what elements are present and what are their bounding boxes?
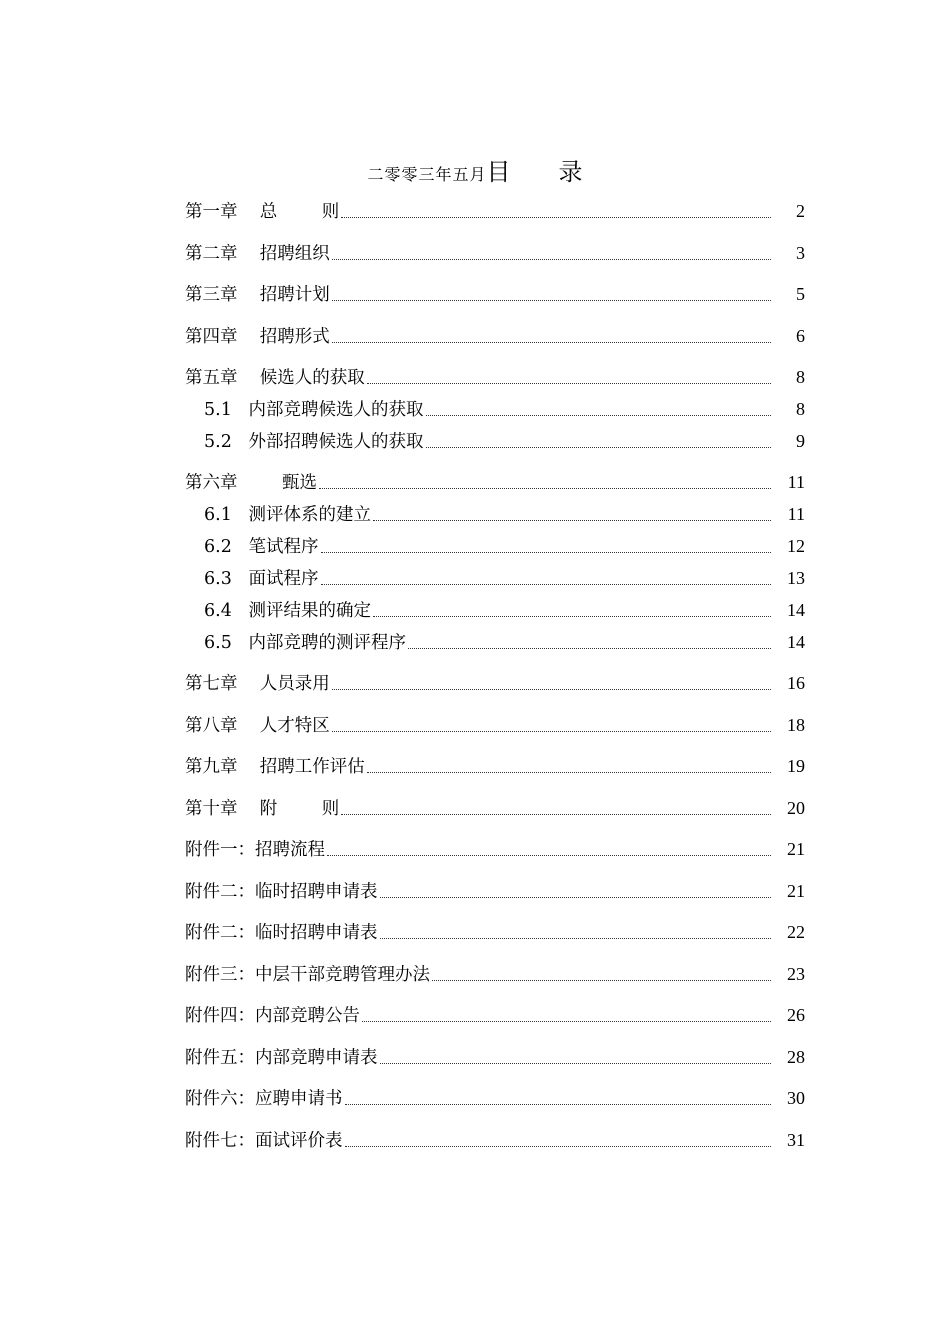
- toc-dot-leader: [321, 552, 771, 553]
- toc-entry-label: 第一章 总 则: [185, 202, 340, 222]
- toc-entry[interactable]: [185, 364, 805, 390]
- toc-dot-leader: [432, 980, 771, 981]
- toc-page-number: 21: [787, 881, 805, 901]
- toc-entry-label: 第二章 招聘组织: [185, 244, 330, 264]
- toc-dot-leader: [373, 520, 771, 521]
- toc-page-number: 3: [796, 243, 805, 263]
- toc-page-number: 18: [787, 715, 805, 735]
- toc-entry[interactable]: [185, 1085, 805, 1111]
- toc-entry-label: 附件五：内部竞聘申请表: [185, 1048, 378, 1068]
- toc-subsection-entry[interactable]: [204, 629, 805, 655]
- toc-entry-label: 附件二：临时招聘申请表: [185, 882, 378, 902]
- toc-page-number: 19: [787, 756, 805, 776]
- toc-entry-label: 附件二：临时招聘申请表: [185, 923, 378, 943]
- toc-entry-label: 附件六：应聘申请书: [185, 1089, 343, 1109]
- toc-entry-label: 附件一：招聘流程: [185, 840, 325, 860]
- toc-page-number: 16: [787, 673, 805, 693]
- toc-entry-label: 第十章 附 则: [185, 799, 340, 819]
- toc-entry-label: 6.5 内部竞聘的测评程序: [204, 633, 407, 653]
- toc-title-left: 目: [486, 158, 511, 186]
- toc-entry[interactable]: [185, 323, 805, 349]
- toc-entry[interactable]: [185, 469, 805, 495]
- toc-page-number: 23: [787, 964, 805, 984]
- toc-dot-leader: [380, 897, 772, 898]
- toc-entry-label: 5.1 内部竞聘候选人的获取: [204, 400, 424, 420]
- toc-dot-leader: [332, 731, 771, 732]
- document-date: 二零零三年五月: [367, 165, 487, 184]
- toc-subsection-entry[interactable]: [204, 501, 805, 527]
- toc-page-number: 30: [787, 1088, 805, 1108]
- toc-entry-label: 附件三：中层干部竞聘管理办法: [185, 965, 430, 985]
- toc-entry[interactable]: [185, 281, 805, 307]
- toc-entry[interactable]: [185, 878, 805, 904]
- toc-entry-label: 第八章 人才特区: [185, 716, 330, 736]
- toc-dot-leader: [327, 855, 771, 856]
- toc-entry-label: 第五章 候选人的获取: [185, 368, 365, 388]
- toc-page-number: 14: [787, 632, 805, 652]
- toc-entry-label: 第七章 人员录用: [185, 674, 330, 694]
- toc-subsection-entry[interactable]: [204, 533, 805, 559]
- toc-dot-leader: [367, 383, 771, 384]
- toc-dot-leader: [367, 772, 771, 773]
- toc-page-number: 11: [787, 472, 805, 492]
- toc-entry[interactable]: [185, 240, 805, 266]
- toc-entry-label: 6.4 测评结果的确定: [204, 601, 372, 621]
- toc-dot-leader: [341, 217, 771, 218]
- toc-entry[interactable]: [185, 1127, 805, 1153]
- toc-entry[interactable]: [185, 836, 805, 862]
- toc-entry[interactable]: [185, 919, 805, 945]
- toc-dot-leader: [332, 342, 771, 343]
- toc-page-number: 13: [787, 568, 805, 588]
- toc-dot-leader: [380, 938, 772, 939]
- toc-page-number: 5: [796, 284, 805, 304]
- toc-entry[interactable]: [185, 712, 805, 738]
- toc-entry-label: 第九章 招聘工作评估: [185, 757, 365, 777]
- toc-page-number: 14: [787, 600, 805, 620]
- toc-dot-leader: [380, 1063, 772, 1064]
- toc-subsection-entry[interactable]: [204, 396, 805, 422]
- toc-page-number: 8: [796, 399, 805, 419]
- toc-dot-leader: [426, 447, 771, 448]
- toc-entry-label: 附件七：面试评价表: [185, 1131, 343, 1151]
- toc-dot-leader: [332, 689, 771, 690]
- toc-dot-leader: [345, 1146, 772, 1147]
- toc-entry[interactable]: [185, 1002, 805, 1028]
- toc-page-number: 22: [787, 922, 805, 942]
- toc-entry[interactable]: [185, 961, 805, 987]
- toc-page-number: 20: [787, 798, 805, 818]
- toc-entry-label: 6.1 测评体系的建立: [204, 505, 372, 525]
- toc-page-number: 2: [796, 201, 805, 221]
- toc-entry[interactable]: [185, 1044, 805, 1070]
- toc-title-right: 录: [558, 158, 583, 186]
- toc-subsection-entry[interactable]: [204, 597, 805, 623]
- toc-page-number: 12: [787, 536, 805, 556]
- toc-entry[interactable]: [185, 795, 805, 821]
- toc-dot-leader: [332, 259, 771, 260]
- toc-entry-label: 6.3 面试程序: [204, 569, 319, 589]
- toc-dot-leader: [341, 814, 771, 815]
- toc-dot-leader: [373, 616, 771, 617]
- toc-dot-leader: [362, 1021, 771, 1022]
- toc-entry-label: 第三章 招聘计划: [185, 285, 330, 305]
- toc-subsection-entry[interactable]: [204, 565, 805, 591]
- toc-entry-label: 第四章 招聘形式: [185, 327, 330, 347]
- toc-dot-leader: [321, 584, 771, 585]
- toc-dot-leader: [426, 415, 771, 416]
- toc-page-number: 28: [787, 1047, 805, 1067]
- toc-entry[interactable]: [185, 753, 805, 779]
- toc-entry-label: 第六章 甄选: [185, 473, 318, 493]
- toc-page-number: 26: [787, 1005, 805, 1025]
- toc-page-number: 31: [787, 1130, 805, 1150]
- toc-page-number: 6: [796, 326, 805, 346]
- toc-entry-label: 附件四：内部竞聘公告: [185, 1006, 360, 1026]
- toc-page-number: 9: [796, 431, 805, 451]
- toc-entry[interactable]: [185, 670, 805, 696]
- toc-subsection-entry[interactable]: [204, 428, 805, 454]
- toc-entry[interactable]: [185, 198, 805, 224]
- toc-dot-leader: [319, 488, 771, 489]
- toc-dot-leader: [345, 1104, 772, 1105]
- toc-page-number: 8: [796, 367, 805, 387]
- toc-dot-leader: [408, 648, 771, 649]
- toc-page-number: 11: [787, 504, 805, 524]
- toc-entry-label: 5.2 外部招聘候选人的获取: [204, 432, 424, 452]
- toc-dot-leader: [332, 300, 771, 301]
- toc-entry-label: 6.2 笔试程序: [204, 537, 319, 557]
- toc-page-number: 21: [787, 839, 805, 859]
